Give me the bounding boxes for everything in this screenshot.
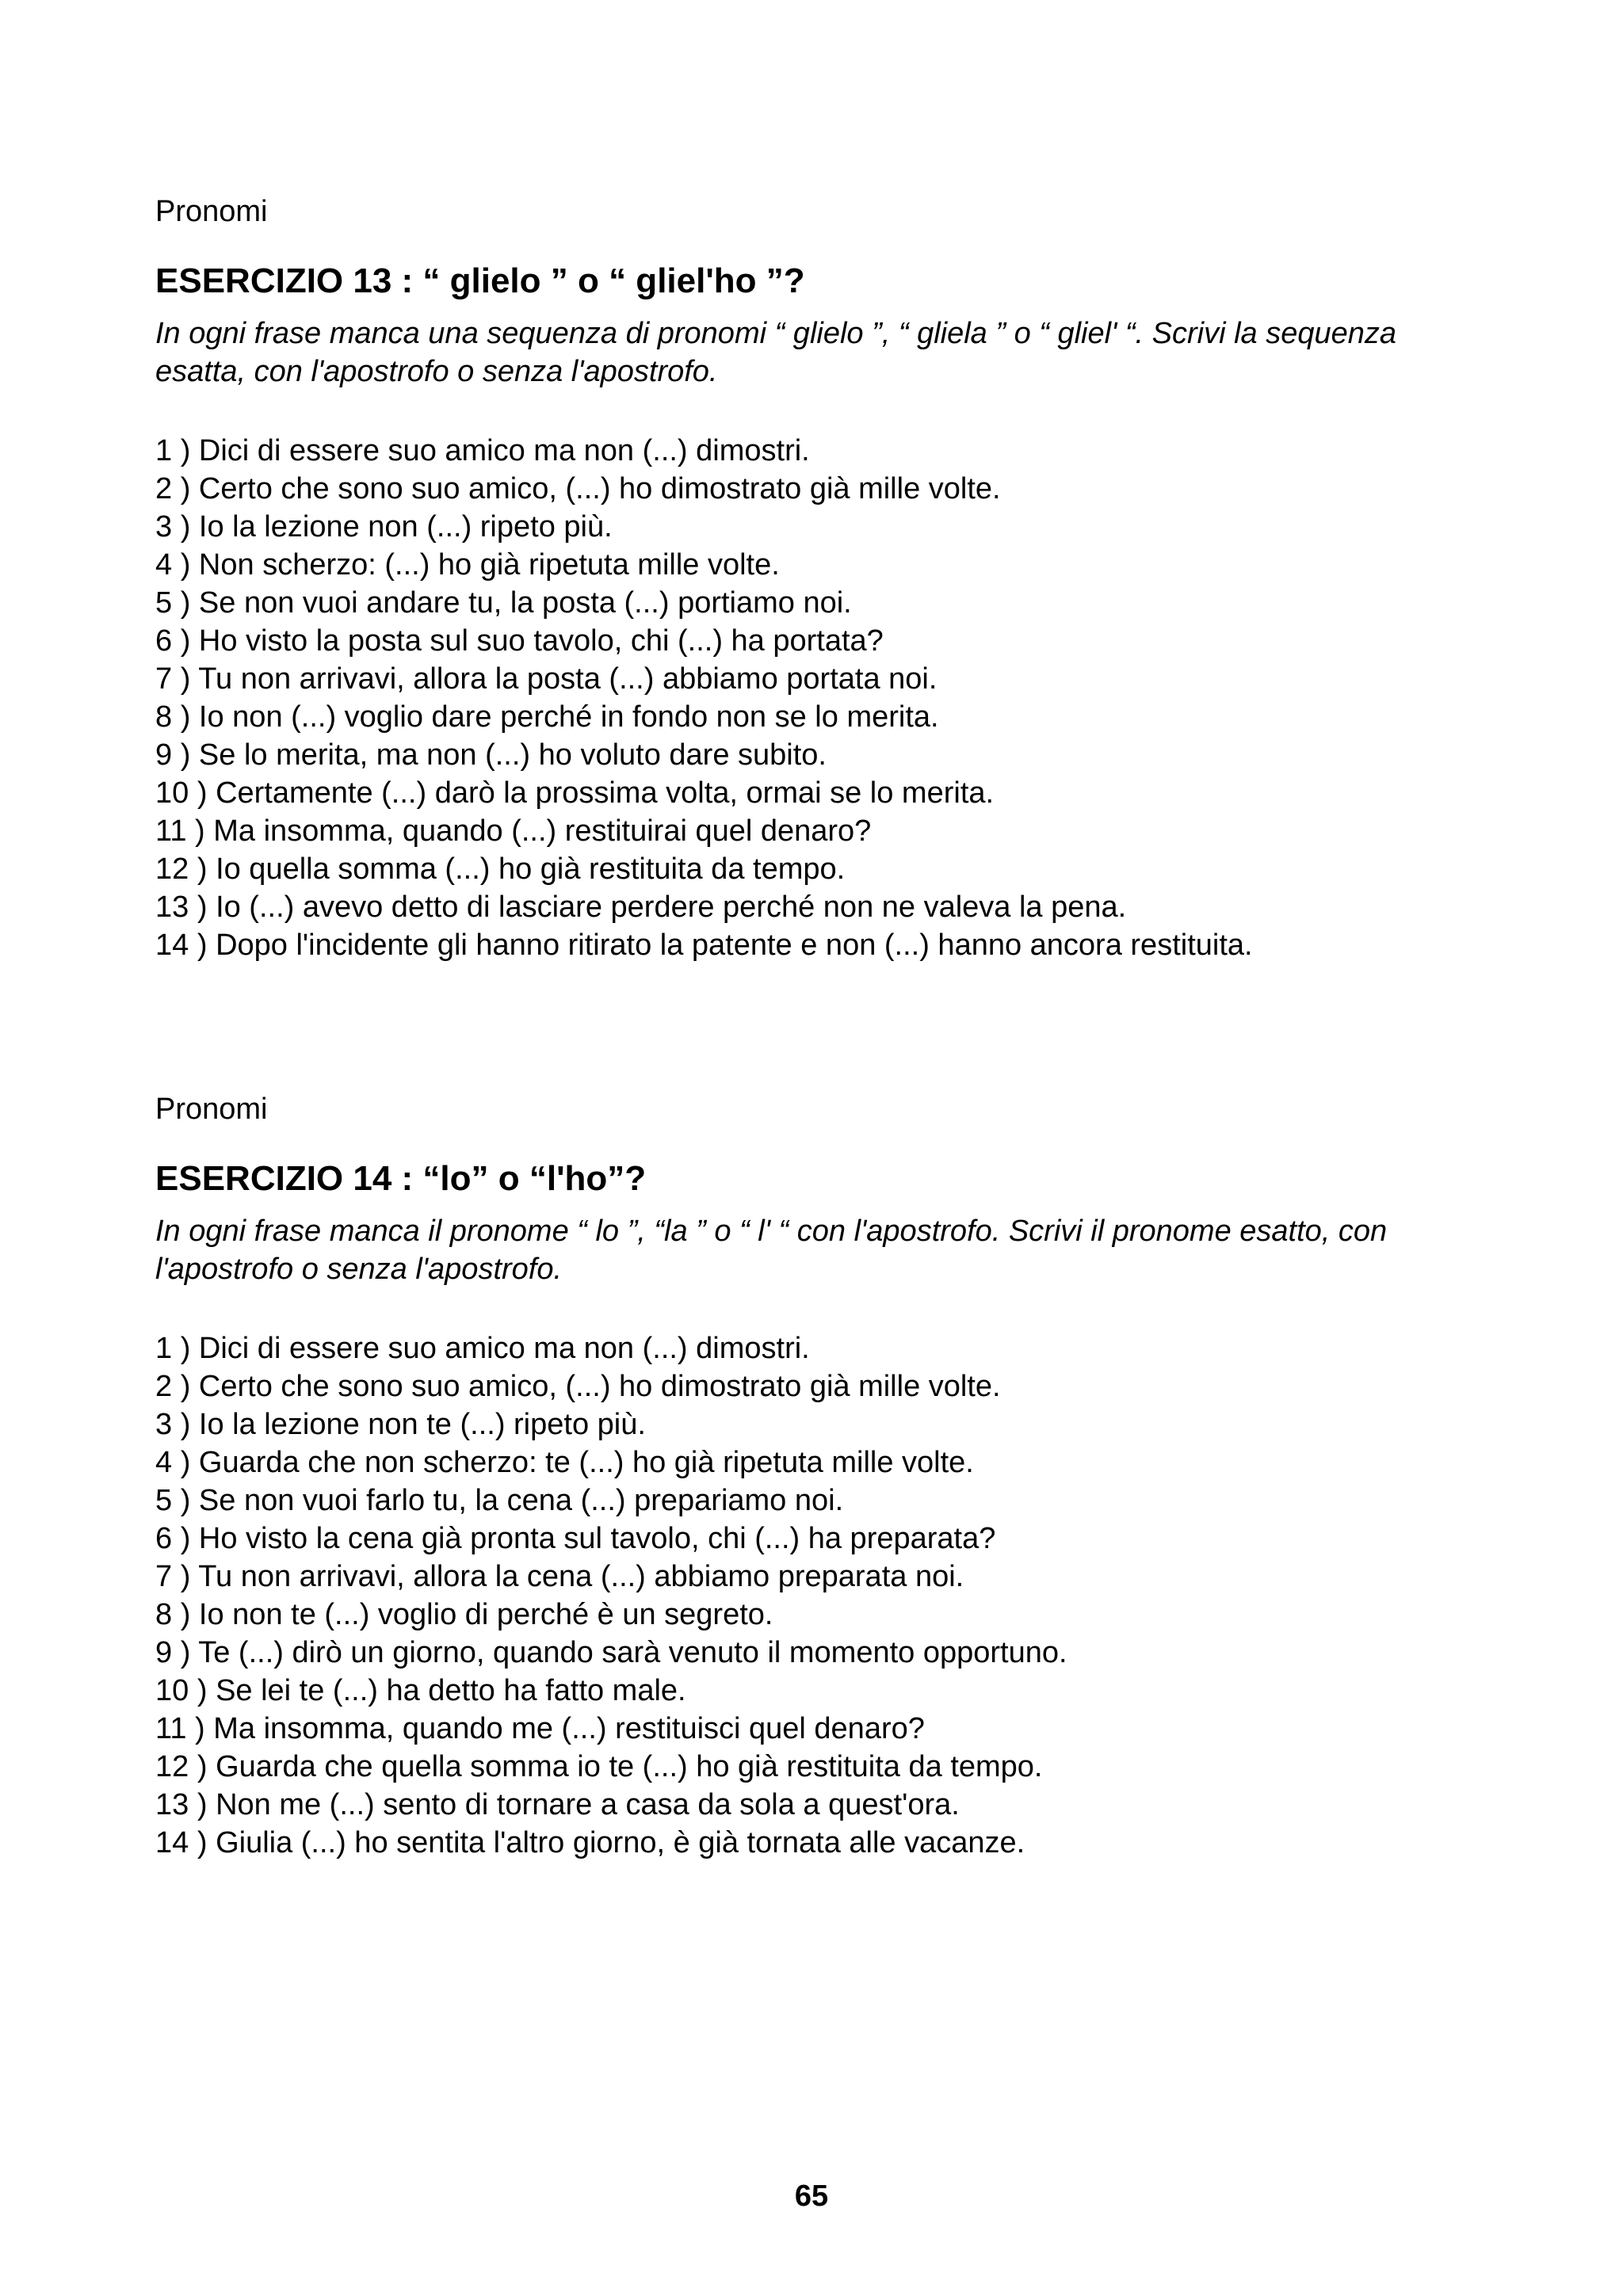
- exercise-item: [155, 546, 1487, 584]
- item-number: 3 ): [155, 510, 199, 543]
- exercise-item: [155, 774, 1487, 812]
- exercise-instructions: In ogni frase manca una sequenza di pronomi “ glielo ”, “ gliela ” o “ gliel' “. Scrivi la sequenza esatta, con l'apostrofo o senza l'apostrofo.: [155, 317, 1397, 388]
- item-sentence: Io non te (...) voglio di perché è un segreto.: [198, 1598, 773, 1631]
- item-number: 2 ): [155, 472, 199, 505]
- item-sentence: Dici di essere suo amico ma non (...) dimostri.: [198, 1332, 810, 1365]
- item-number: 10 ): [155, 1674, 216, 1707]
- item-sentence: Dici di essere suo amico ma non (...) dimostri.: [198, 434, 810, 467]
- item-number: 10 ): [155, 776, 216, 810]
- exercise-13-section: [155, 193, 1487, 964]
- exercise-item: [155, 1329, 1487, 1367]
- item-number: 9 ): [155, 1636, 198, 1669]
- item-number: 13 ): [155, 1788, 216, 1821]
- item-number: 12 ): [155, 852, 216, 886]
- exercise-instructions: In ogni frase manca il pronome “ lo ”, “la ” o “ l' “ con l'apostrofo. Scrivi il pronome esatto, con l'apostrofo o senza l'apostrofo.: [155, 1215, 1388, 1286]
- item-number: 1 ): [155, 1332, 199, 1365]
- exercise-item: [155, 1710, 1487, 1748]
- item-sentence: Dopo l'incidente gli hanno ritirato la patente e non (...) hanno ancora restituita.: [216, 929, 1253, 962]
- item-number: 11 ): [155, 814, 213, 848]
- item-sentence: Tu non arrivavi, allora la cena (...) abbiamo preparata noi.: [198, 1560, 964, 1593]
- exercise-item: [155, 584, 1487, 622]
- item-number: 6 ): [155, 1522, 199, 1555]
- item-sentence: Tu non arrivavi, allora la posta (...) abbiamo portata noi.: [198, 662, 938, 696]
- exercise-item: [155, 1558, 1487, 1596]
- item-number: 13 ): [155, 891, 216, 924]
- item-number: 7 ): [155, 1560, 198, 1593]
- exercise-item: [155, 1672, 1487, 1710]
- exercise-title: ESERCIZIO 14 : “lo” o “l'ho”?: [155, 1159, 647, 1198]
- exercise-item: [155, 698, 1487, 736]
- item-sentence: Se non vuoi farlo tu, la cena (...) prepariamo noi.: [198, 1484, 844, 1517]
- exercise-item: [155, 1482, 1487, 1520]
- item-sentence: Guarda che quella somma io te (...) ho già restituita da tempo.: [216, 1750, 1043, 1783]
- exercise-item: [155, 432, 1487, 470]
- item-sentence: Non scherzo: (...) ho già ripetuta mille volte.: [198, 548, 780, 582]
- item-sentence: Certamente (...) darò la prossima volta, ormai se lo merita.: [216, 776, 995, 810]
- exercise-14-section: [155, 1090, 1487, 1862]
- section-label: Pronomi: [155, 195, 268, 228]
- item-number: 7 ): [155, 662, 198, 696]
- exercise-item: [155, 470, 1487, 508]
- exercise-item: [155, 1444, 1487, 1482]
- item-number: 14 ): [155, 1826, 216, 1859]
- exercise-item: [155, 1786, 1487, 1824]
- exercise-items: [155, 432, 1487, 964]
- exercise-item: [155, 508, 1487, 546]
- item-number: 8 ): [155, 700, 199, 734]
- exercise-item: [155, 812, 1487, 850]
- item-sentence: Te (...) dirò un giorno, quando sarà venuto il momento opportuno.: [198, 1636, 1067, 1669]
- item-sentence: Certo che sono suo amico, (...) ho dimostrato già mille volte.: [198, 1370, 1001, 1403]
- item-sentence: Se non vuoi andare tu, la posta (...) portiamo noi.: [198, 586, 852, 620]
- item-sentence: Se lei te (...) ha detto ha fatto male.: [216, 1674, 686, 1707]
- item-number: 3 ): [155, 1408, 199, 1441]
- exercise-item: [155, 1520, 1487, 1558]
- item-number: 11 ): [155, 1712, 213, 1745]
- item-sentence: Guarda che non scherzo: te (...) ho già ripetuta mille volte.: [198, 1446, 974, 1479]
- exercise-item: [155, 1634, 1487, 1672]
- exercise-item: [155, 1367, 1487, 1405]
- item-sentence: Se lo merita, ma non (...) ho voluto dare subito.: [198, 738, 827, 772]
- item-sentence: Ho visto la posta sul suo tavolo, chi (...) ha portata?: [198, 624, 884, 658]
- item-sentence: Io quella somma (...) ho già restituita da tempo.: [216, 852, 846, 886]
- item-number: 14 ): [155, 929, 216, 962]
- exercise-item: [155, 850, 1487, 888]
- exercise-item: [155, 736, 1487, 774]
- item-number: 4 ): [155, 1446, 199, 1479]
- item-sentence: Ma insomma, quando me (...) restituisci quel denaro?: [213, 1712, 925, 1745]
- item-number: 6 ): [155, 624, 199, 658]
- item-sentence: Io non (...) voglio dare perché in fondo non se lo merita.: [198, 700, 939, 734]
- section-label: Pronomi: [155, 1093, 268, 1126]
- item-number: 2 ): [155, 1370, 199, 1403]
- item-number: 1 ): [155, 434, 199, 467]
- exercise-item: [155, 926, 1487, 964]
- exercise-item: [155, 1596, 1487, 1634]
- exercise-item: [155, 622, 1487, 660]
- item-number: 12 ): [155, 1750, 216, 1783]
- exercise-item: [155, 1824, 1487, 1862]
- exercise-item: [155, 1405, 1487, 1444]
- item-number: 5 ): [155, 586, 199, 620]
- item-sentence: Non me (...) sento di tornare a casa da sola a quest'ora.: [216, 1788, 960, 1821]
- item-sentence: Giulia (...) ho sentita l'altro giorno, è già tornata alle vacanze.: [216, 1826, 1025, 1859]
- item-sentence: Certo che sono suo amico, (...) ho dimostrato già mille volte.: [198, 472, 1001, 505]
- item-sentence: Ho visto la cena già pronta sul tavolo, chi (...) ha preparata?: [198, 1522, 996, 1555]
- exercise-title: ESERCIZIO 13 : “ glielo ” o “ gliel'ho ”?: [155, 261, 805, 300]
- page-number: 65: [794, 2180, 829, 2213]
- item-sentence: Io (...) avevo detto di lasciare perdere perché non ne valeva la pena.: [216, 891, 1127, 924]
- item-number: 4 ): [155, 548, 199, 582]
- exercise-items: [155, 1329, 1487, 1862]
- item-sentence: Io la lezione non te (...) ripeto più.: [198, 1408, 646, 1441]
- item-sentence: Ma insomma, quando (...) restituirai quel denaro?: [213, 814, 872, 848]
- exercise-item: [155, 1748, 1487, 1786]
- exercise-item: [155, 660, 1487, 698]
- item-number: 9 ): [155, 738, 199, 772]
- item-sentence: Io la lezione non (...) ripeto più.: [198, 510, 613, 543]
- item-number: 8 ): [155, 1598, 199, 1631]
- exercise-item: [155, 888, 1487, 926]
- item-number: 5 ): [155, 1484, 199, 1517]
